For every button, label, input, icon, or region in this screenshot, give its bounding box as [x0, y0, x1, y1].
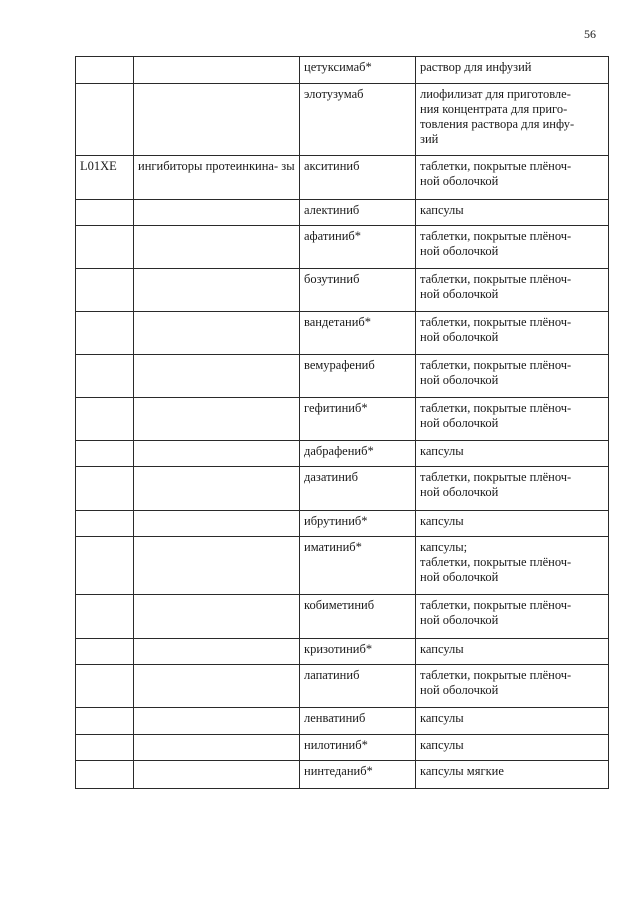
drug-name-cell: дазатиниб — [300, 467, 416, 511]
dosage-form-cell: таблетки, покрытые плёноч- ной оболочкой — [416, 226, 609, 269]
dosage-form-cell: капсулы мягкие — [416, 761, 609, 789]
pharm-group-cell — [134, 665, 300, 708]
pharm-group-cell — [134, 57, 300, 84]
dosage-form-cell: таблетки, покрытые плёноч- ной оболочкой — [416, 595, 609, 639]
drug-name-cell: лапатиниб — [300, 665, 416, 708]
pharm-group-cell — [134, 537, 300, 595]
dosage-form-cell: капсулы — [416, 511, 609, 537]
pharm-group-cell — [134, 398, 300, 441]
atc-code-cell — [76, 398, 134, 441]
dosage-form-cell: лиофилизат для приготовле- ния концентрата для приго- товления раствора для инфу- зий — [416, 84, 609, 156]
drug-name-cell: ибрутиниб* — [300, 511, 416, 537]
drug-name-cell: дабрафениб* — [300, 441, 416, 467]
table-row — [76, 398, 609, 441]
atc-code-cell — [76, 467, 134, 511]
dosage-form-cell: капсулы — [416, 708, 609, 735]
drug-name-cell: элотузумаб — [300, 84, 416, 156]
pharm-group-cell — [134, 312, 300, 355]
atc-code-cell — [76, 200, 134, 226]
atc-code-cell: L01XE — [76, 156, 134, 200]
table-row — [76, 665, 609, 708]
pharm-group-cell — [134, 84, 300, 156]
atc-code-cell — [76, 735, 134, 761]
table-row — [76, 537, 609, 595]
pharm-group-cell — [134, 226, 300, 269]
atc-code-cell — [76, 665, 134, 708]
drug-name-cell: бозутиниб — [300, 269, 416, 312]
drug-name-cell: алектиниб — [300, 200, 416, 226]
pharm-group-cell — [134, 355, 300, 398]
atc-code-cell — [76, 537, 134, 595]
table-row — [76, 467, 609, 511]
pharm-group-cell — [134, 595, 300, 639]
table-row — [76, 355, 609, 398]
drug-name-cell: акситиниб — [300, 156, 416, 200]
drug-name-cell: вемурафениб — [300, 355, 416, 398]
table-row — [76, 441, 609, 467]
table-row — [76, 639, 609, 665]
dosage-form-cell: таблетки, покрытые плёноч- ной оболочкой — [416, 467, 609, 511]
pharm-group-cell — [134, 511, 300, 537]
atc-code-cell — [76, 312, 134, 355]
pharm-group-cell — [134, 200, 300, 226]
table-row — [76, 200, 609, 226]
atc-code-cell — [76, 226, 134, 269]
dosage-form-cell: таблетки, покрытые плёноч- ной оболочкой — [416, 312, 609, 355]
atc-code-cell — [76, 595, 134, 639]
atc-code-cell — [76, 84, 134, 156]
table-row — [76, 511, 609, 537]
drug-name-cell: кризотиниб* — [300, 639, 416, 665]
table-row — [76, 708, 609, 735]
atc-code-cell — [76, 57, 134, 84]
table-row — [76, 57, 609, 84]
dosage-form-cell: раствор для инфузий — [416, 57, 609, 84]
pharm-group-cell: ингибиторы протеинкина- зы — [134, 156, 300, 200]
pharm-group-cell — [134, 441, 300, 467]
pharm-group-cell — [134, 735, 300, 761]
drug-name-cell: гефитиниб* — [300, 398, 416, 441]
atc-code-cell — [76, 269, 134, 312]
atc-code-cell — [76, 441, 134, 467]
drug-table — [75, 56, 609, 789]
atc-code-cell — [76, 511, 134, 537]
dosage-form-cell: таблетки, покрытые плёноч- ной оболочкой — [416, 269, 609, 312]
table-row — [76, 269, 609, 312]
drug-name-cell: иматиниб* — [300, 537, 416, 595]
drug-name-cell: афатиниб* — [300, 226, 416, 269]
table-row — [76, 226, 609, 269]
drug-name-cell: вандетаниб* — [300, 312, 416, 355]
atc-code-cell — [76, 708, 134, 735]
drug-name-cell: цетуксимаб* — [300, 57, 416, 84]
drug-name-cell: нинтеданиб* — [300, 761, 416, 789]
atc-code-cell — [76, 761, 134, 789]
table-row — [76, 156, 609, 200]
drug-name-cell: кобиметиниб — [300, 595, 416, 639]
dosage-form-cell: капсулы — [416, 200, 609, 226]
table-row — [76, 595, 609, 639]
pharm-group-cell — [134, 761, 300, 789]
atc-code-cell — [76, 355, 134, 398]
table-row — [76, 761, 609, 789]
drug-table-body — [76, 57, 609, 789]
table-row — [76, 84, 609, 156]
table-row — [76, 312, 609, 355]
dosage-form-cell: таблетки, покрытые плёноч- ной оболочкой — [416, 355, 609, 398]
drug-name-cell: ленватиниб — [300, 708, 416, 735]
table-row — [76, 735, 609, 761]
pharm-group-cell — [134, 708, 300, 735]
atc-code-cell — [76, 639, 134, 665]
dosage-form-cell: таблетки, покрытые плёноч- ной оболочкой — [416, 665, 609, 708]
page-number: 56 — [584, 27, 596, 41]
dosage-form-cell: капсулы — [416, 735, 609, 761]
dosage-form-cell: таблетки, покрытые плёноч- ной оболочкой — [416, 398, 609, 441]
drug-name-cell: нилотиниб* — [300, 735, 416, 761]
dosage-form-cell: капсулы — [416, 441, 609, 467]
dosage-form-cell: капсулы — [416, 639, 609, 665]
pharm-group-cell — [134, 269, 300, 312]
pharm-group-cell — [134, 467, 300, 511]
dosage-form-cell: капсулы; таблетки, покрытые плёноч- ной оболочкой — [416, 537, 609, 595]
pharm-group-cell — [134, 639, 300, 665]
dosage-form-cell: таблетки, покрытые плёноч- ной оболочкой — [416, 156, 609, 200]
